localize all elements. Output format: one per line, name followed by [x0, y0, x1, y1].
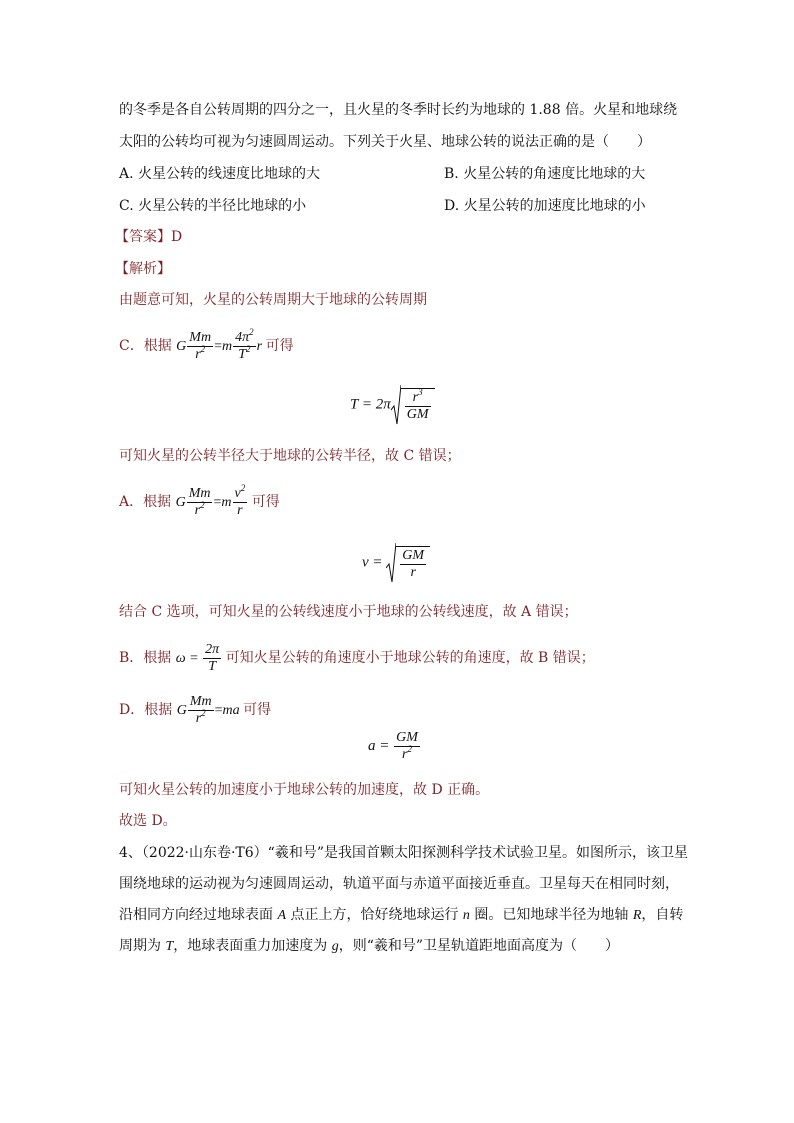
answer-label: 【答案】D [115, 229, 183, 245]
analysis-c-conclusion: 可知火星的公转半径大于地球的公转半径，故 C 错误； [119, 448, 461, 464]
option-c: C. 火星公转的半径比地球的小 [119, 198, 307, 214]
option-d: D. 火星公转的加速度比地球的小 [444, 198, 646, 214]
b-suffix: 可知火星公转的角速度小于地球公转的角速度，故 B 错误； [225, 650, 595, 666]
question4-line3: 沿相同方向经过地球表面 A 点正上方，恰好绕地球运行 n 圈。已知地球半径为地轴 R，自转 [119, 907, 684, 923]
period-equation: T = 2π $\frac{r^3}{GM}$ [350, 384, 435, 426]
analysis-b-line [119, 638, 595, 679]
analysis-heading: 【解析】 [115, 261, 171, 277]
question3-line2: 太阳的公转均可视为匀速圆周运动。下列关于火星、地球公转的说法正确的是（ ） [119, 134, 651, 150]
c-prefix: C．根据 [119, 338, 172, 354]
analysis-final: 故选 D。 [119, 813, 177, 829]
analysis-c-line [119, 326, 294, 367]
question3-line1: 的冬季是各自公转周期的四分之一，且火星的冬季时长约为地球的 1.88 倍。火星和地球绕 [119, 102, 678, 118]
analysis-intro: 由题意可知，火星的公转周期大于地球的公转周期 [119, 292, 427, 308]
sqrt-sign-icon [386, 542, 396, 584]
sqrt-sign-icon [391, 384, 401, 426]
question4-line4: 周期为 T，地球表面重力加速度为 g，则“羲和号”卫星轨道距地面高度为（ ） [119, 938, 620, 954]
d-formula: G $\frac{Mm}{r^2}$ =ma [176, 694, 240, 727]
a-prefix: A．根据 [119, 494, 172, 510]
question4-line2: 围绕地球的运动视为匀速圆周运动，轨道平面与赤道平面接近垂直。卫星每天在相同时刻， [119, 876, 679, 892]
c-suffix: 可得 [265, 338, 294, 354]
analysis-a-line [119, 482, 280, 523]
analysis-d-conclusion: 可知火星公转的加速度小于地球公转的加速度，故 D 正确。 [119, 782, 490, 798]
velocity-equation: v = $\frac{GM}{r}$ [362, 542, 430, 584]
c-formula: G $\frac{Mm}{r^2}$ =m $\frac{4\pi^2}{T^2}$ r [176, 327, 263, 363]
d-suffix: 可得 [243, 702, 272, 718]
b-formula: ω = $\frac{2\pi}{T}$ [175, 642, 220, 675]
option-b: B. 火星公转的角速度比地球的大 [444, 166, 646, 182]
analysis-a-conclusion: 结合 C 选项，可知火星的公转线速度小于地球的公转线速度，故 A 错误； [119, 604, 578, 620]
acceleration-equation: a = $\frac{GM}{r^2}$ [368, 730, 418, 762]
a-suffix: 可得 [251, 494, 280, 510]
analysis-d-line [119, 690, 271, 731]
question4-line1: 4、（2022·山东卷·T6）“羲和号”是我国首颗太阳探测科学技术试验卫星。如图所示，该卫星 [119, 845, 688, 861]
d-prefix: D．根据 [119, 702, 173, 718]
b-prefix: B．根据 [119, 650, 172, 666]
a-formula: G $\frac{Mm}{r^2}$ =m $\frac{v^2}{r}$ [175, 483, 246, 519]
option-a: A. 火星公转的线速度比地球的大 [119, 166, 321, 182]
